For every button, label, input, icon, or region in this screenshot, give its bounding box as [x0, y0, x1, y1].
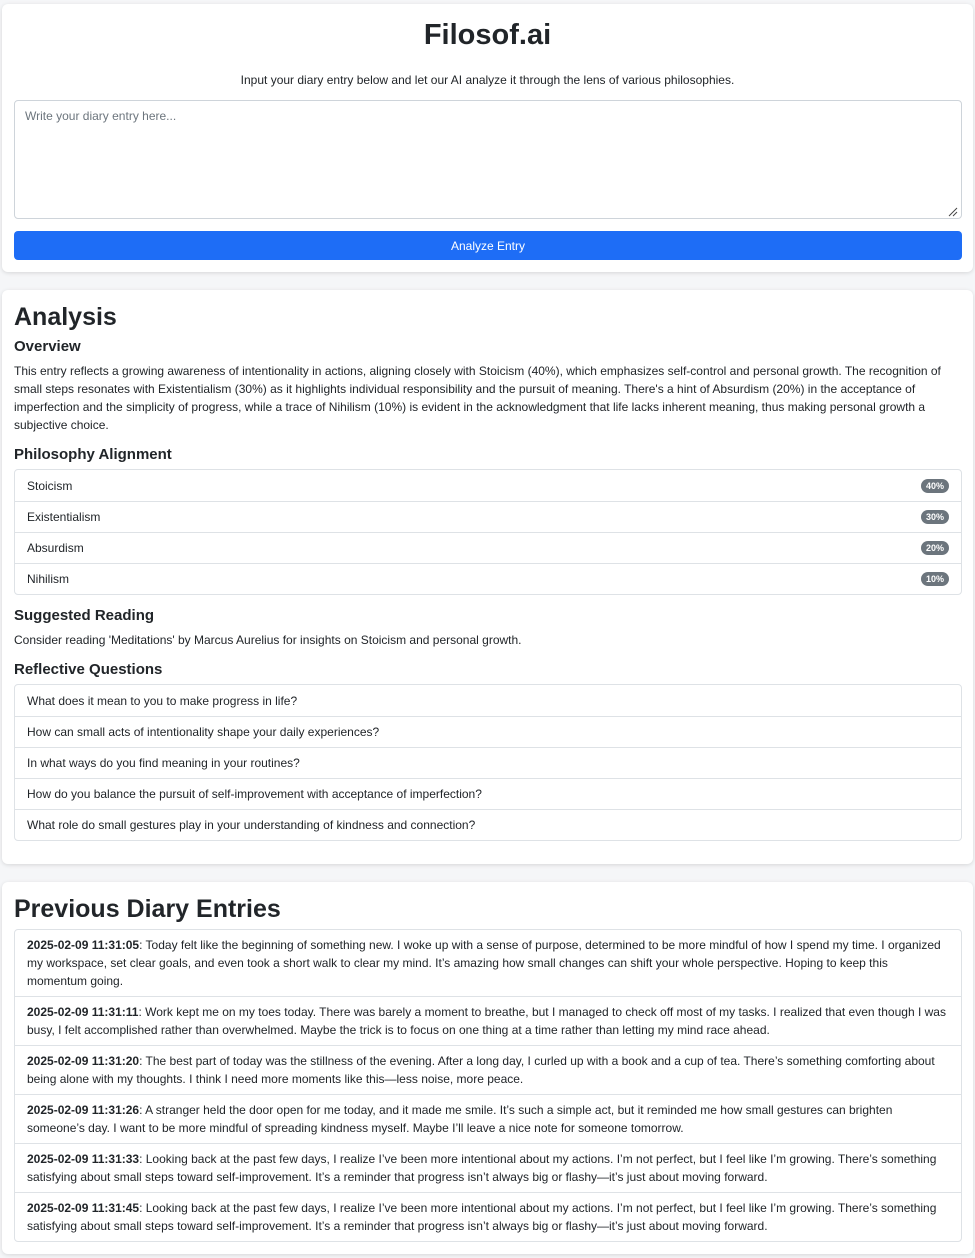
diary-entry-item: [15, 1192, 961, 1241]
entry-timestamp: 2025-02-09 11:31:05: [27, 938, 140, 952]
reflective-questions-heading: Reflective Questions: [14, 661, 163, 678]
diary-entry-input[interactable]: [14, 100, 962, 219]
alignment-percent-badge: 30%: [921, 510, 949, 524]
overview-heading: Overview: [14, 338, 81, 355]
diary-entry-item: [15, 1094, 961, 1143]
entry-timestamp: 2025-02-09 11:31:33: [27, 1152, 140, 1166]
entry-timestamp: 2025-02-09 11:31:11: [27, 1005, 139, 1019]
overview-text: This entry reflects a growing awareness of intentionality in actions, aligning closely with Stoicism (40%), which emphasizes self-control and personal growth. The recognition of small steps resonates with Existentialism (30%) as it highlights individual responsibility and the pursuit of meaning. There's a hint of Absurdism (20%) in the acceptance of imperfection and the simplicity of progress, while a trace of Nihilism (10%) is evident in the acknowledgment that life lacks inherent meaning, thus making personal growth a subjective choice.: [14, 364, 941, 432]
alignment-name: Existentialism: [27, 510, 101, 524]
list-item: In what ways do you find meaning in your routines?: [15, 747, 961, 778]
reflective-questions-list: [14, 684, 962, 841]
alignment-item-absurdism: [15, 532, 961, 563]
suggested-reading-heading: Suggested Reading: [14, 607, 155, 624]
alignment-name: Stoicism: [27, 478, 73, 493]
suggested-reading-text: Consider reading 'Meditations' by Marcus Aurelius for insights on Stoicism and personal growth.: [14, 633, 522, 647]
entry-timestamp: 2025-02-09 11:31:20: [27, 1054, 140, 1068]
entry-text: : The best part of today was the stillness of the evening. After a long day, I curled up with a book and a cup of tea. There’s something comforting about being alone with my thoughts. I think I need more moments like this—less noise, more peace.: [27, 1054, 935, 1086]
alignment-percent-badge: 10%: [921, 572, 949, 586]
analysis-card: [2, 290, 973, 864]
list-item: How can small acts of intentionality shape your daily experiences?: [15, 716, 961, 747]
diary-entry-item: [15, 1045, 961, 1094]
alignment-name: Nihilism: [27, 572, 69, 586]
alignment-item-nihilism: [15, 563, 961, 594]
alignment-name: Absurdism: [27, 541, 84, 555]
analysis-heading: Analysis: [14, 303, 117, 331]
alignment-item-stoicism: [15, 470, 961, 501]
list-item: What does it mean to you to make progress in life?: [27, 693, 298, 708]
analyze-entry-button[interactable]: Analyze Entry: [14, 231, 962, 260]
alignment-heading: Philosophy Alignment: [14, 446, 172, 463]
diary-entry-item: [15, 996, 961, 1045]
entry-text: : Work kept me on my toes today. There was barely a moment to breathe, but I managed to check off most of my tasks. I realized that even though I was busy, I felt accomplished rather than overwhelmed. Maybe the trick is to focus on one thing at a time rather than letting my mind race ahead.: [27, 1005, 946, 1037]
previous-entries-card: [2, 882, 973, 1254]
entry-timestamp: 2025-02-09 11:31:45: [27, 1201, 140, 1215]
input-card: [2, 4, 973, 272]
list-item: How do you balance the pursuit of self-improvement with acceptance of imperfection?: [15, 778, 961, 809]
alignment-item-existentialism: [15, 501, 961, 532]
entry-timestamp: 2025-02-09 11:31:26: [27, 1103, 140, 1117]
alignment-percent-badge: 20%: [921, 541, 949, 555]
entry-text: : Looking back at the past few days, I realize I’ve been more intentional about my actions. I’m not perfect, but I feel like I’m growing. There’s something satisfying about small steps toward self-improvement. It’s a reminder that progress isn’t always big or flashy—it’s just about moving forward.: [27, 1201, 937, 1233]
previous-entries-heading: Previous Diary Entries: [14, 895, 281, 923]
previous-entries-list: [14, 929, 962, 1242]
diary-entry-item: [15, 930, 961, 996]
resize-handle-icon[interactable]: [947, 206, 958, 217]
entry-text: : Today felt like the beginning of something new. I woke up with a sense of purpose, determined to be more mindful of how I spend my time. I organized my workspace, set clear goals, and even took a short walk to clear my mind. It’s amazing how small changes can shift your whole perspective. Hoping to keep this momentum going.: [27, 938, 941, 988]
app-title: Filosof.ai: [423, 19, 552, 51]
entry-text: : A stranger held the door open for me today, and it made me smile. It’s such a simple act, but it reminded me how small gestures can brighten someone’s day. I want to be more mindful of spreading kindness myself. Maybe I’ll leave a nice note for someone tomorrow.: [27, 1103, 893, 1135]
entry-text: : Looking back at the past few days, I realize I’ve been more intentional about my actions. I’m not perfect, but I feel like I’m growing. There’s something satisfying about small steps toward self-improvement. It’s a reminder that progress isn’t always big or flashy—it’s just about moving forward.: [27, 1152, 937, 1184]
app-subtitle: Input your diary entry below and let our AI analyze it through the lens of various philosophies.: [240, 73, 735, 87]
alignment-list: [14, 469, 962, 595]
diary-entry-item: [15, 1143, 961, 1192]
list-item: What role do small gestures play in your understanding of kindness and connection?: [15, 809, 961, 840]
alignment-percent-badge: 40%: [921, 479, 949, 493]
